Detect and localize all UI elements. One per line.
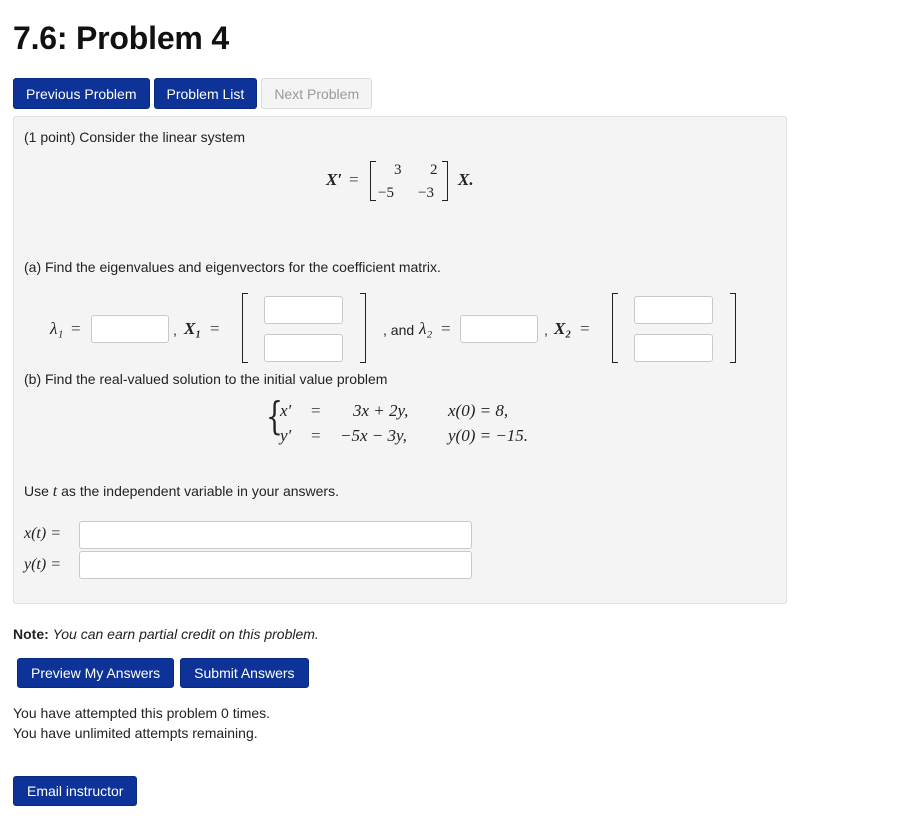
equals-sign: = [311, 426, 321, 445]
x-prime-symbol: X′ [326, 170, 343, 189]
independent-variable-instruction [24, 483, 339, 501]
ivp-initial-condition: x(0) = 8, [448, 401, 509, 420]
x1-left-bracket [242, 293, 248, 363]
left-brace: { [266, 394, 283, 438]
comma: , [173, 322, 177, 338]
x2-label: X₂ [554, 319, 572, 338]
equals-sign: = [210, 319, 220, 338]
comma: , [544, 322, 548, 338]
x1-component-1-input[interactable] [264, 296, 343, 324]
ivp-rhs: −5x − 3y, [340, 426, 407, 445]
ivp-lhs: x′ [280, 401, 292, 420]
lambda2-input[interactable] [460, 315, 538, 343]
instruction-text: Use [24, 483, 49, 499]
x1-label: X₁ [184, 319, 202, 338]
part-a-prompt: (a) Find the eigenvalues and eigenvectors for the coefficient matrix. [24, 259, 441, 275]
email-instructor-button[interactable]: Email instructor [13, 776, 137, 806]
matrix-cell: 2 [430, 162, 438, 178]
matrix-cell: 3 [394, 162, 402, 178]
equals-sign: = [71, 319, 81, 338]
matrix-left-bracket [370, 161, 376, 201]
equals-sign: = [580, 319, 590, 338]
answer-actions [17, 658, 309, 688]
next-problem-button: Next Problem [261, 78, 372, 109]
y-of-t-label: y(t) = [24, 556, 61, 573]
x-of-t-label: x(t) = [24, 525, 61, 542]
lambda1-label: λ₁ [50, 319, 64, 338]
preview-answers-button[interactable]: Preview My Answers [17, 658, 174, 688]
instruction-text: as the independent variable in your answers. [61, 483, 339, 499]
problem-navigation [13, 78, 372, 109]
equals-sign: = [441, 319, 451, 338]
problem-list-button[interactable]: Problem List [154, 78, 258, 109]
and-text: , and [383, 322, 415, 338]
problem-panel [13, 116, 787, 604]
x1-right-bracket [360, 293, 366, 363]
equals-sign: = [349, 170, 359, 189]
y-of-t-input[interactable] [79, 551, 472, 579]
equals-sign: = [311, 401, 321, 420]
x-of-t-input[interactable] [79, 521, 472, 549]
part-b-prompt: (b) Find the real-valued solution to the initial value problem [24, 371, 388, 387]
note-text: You can earn partial credit on this problem. [52, 626, 319, 642]
submit-answers-button[interactable]: Submit Answers [180, 658, 308, 688]
x2-component-1-input[interactable] [634, 296, 713, 324]
matrix-cell: −3 [418, 185, 434, 201]
lambda2-label: λ₂ [419, 319, 433, 338]
attempts-count-text: You have attempted this problem 0 times. [13, 705, 271, 721]
x2-right-bracket [730, 293, 736, 363]
ivp-rhs: 3x + 2y, [353, 401, 409, 420]
previous-problem-button[interactable]: Previous Problem [13, 78, 150, 109]
problem-intro: (1 point) Consider the linear system [24, 129, 245, 145]
ivp-initial-condition: y(0) = −15. [448, 426, 529, 445]
lambda1-input[interactable] [91, 315, 169, 343]
ivp-lhs: y′ [280, 426, 292, 445]
note-label: Note: [13, 626, 49, 642]
matrix-right-bracket [442, 161, 448, 201]
variable-t: t [52, 483, 58, 500]
x2-component-2-input[interactable] [634, 334, 713, 362]
x2-left-bracket [612, 293, 618, 363]
attempts-remaining-text: You have unlimited attempts remaining. [13, 725, 258, 741]
email-section [13, 776, 137, 806]
x1-component-2-input[interactable] [264, 334, 343, 362]
matrix-cell: −5 [378, 185, 394, 201]
x-vector-symbol: X. [458, 170, 474, 189]
partial-credit-note [13, 626, 319, 642]
page-title: 7.6: Problem 4 [13, 20, 229, 56]
